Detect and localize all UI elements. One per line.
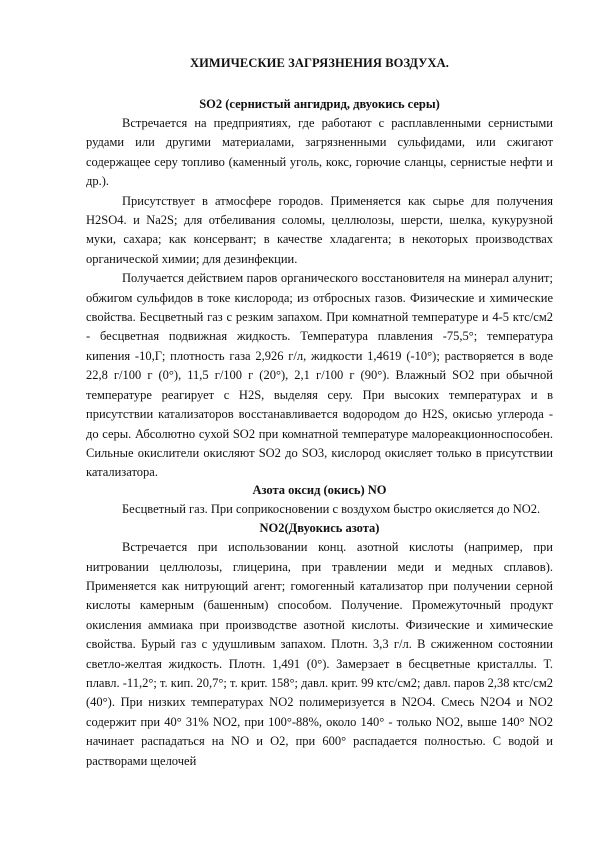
section-heading-so2: SO2 (сернистый ангидрид, двуокись серы) (199, 97, 440, 111)
section-heading-no2: NO2(Двуокись азота) (259, 521, 380, 536)
paragraph-so2-properties: Получается действием паров органического восстановителя на минерал алунит; обжигом сульфидов в токе кислорода; из отбросных газов. Физические и химические свойства. Бесцветный газ с резким запахом. При комнатной температуре и 4-5 ктс/см2 - бесцветная подвижная жидкость. Температура плавления -75,5°; температура кипения -10,Г; плотность газа 2,926 г/л, жидкости 1,4619 (-10°); растворяется в воде 22,8 г/100 г (0°), 11,5 г/100 г (20°), 2,1 г/100 г (90°). Влажный SO2 при обычной температуре реагирует с H2S, выделяя серу. При высоких температурах и в присутствии катализаторов восстанавливается водородом до H2S, окисью углерода - до серы. Абсолютно сухой SO2 при комнатной температуре малореакционноспособен. Сильные окислители окисляют SO2 до SO3, кислород окисляет только в присутствии катализатора. (86, 271, 553, 480)
paragraph-so2-usage: Присутствует в атмосфере городов. Применяется как сырье для получения H2SO4. и Na2S; для отбеливания соломы, целлюлозы, шерсти, шелка, кукурузной муки, сахара; как консервант; в качестве хладагента; в некоторых производствах органической химии; для дезинфекции. (86, 193, 553, 266)
paragraph-no-description: Бесцветный газ. При соприкосновении с воздухом быстро окисляется до NO2. (122, 501, 541, 516)
paragraph-no2-description: Встречается при использовании конц. азотной кислоты (например, при нитровании целлюлозы, глицерина, при травлении меди и медных сплавов). Применяется как нитрующий агент; гомогенный катализатор при получении серной кислоты камерным (башенным) способом. Получение. Промежуточный продукт окисления аммиака при производстве азотной кислоты. Физические и химические свойства. Бурый газ с удушливым запахом. Плотн. 3,3 г/л. В сжиженном состоянии светло-желтая жидкость. Плотн. 1,491 (0°). Замерзает в бесцветные кристаллы. Т. плавл. -11,2°; т. кип. 20,7°; т. крит. 158°; давл. крит. 99 ктс/см2; давл. паров 2,38 ктс/см2 (40°). При низких температурах NO2 полимеризуется в N2O4. Смесь N2O4 и NO2 содержит при 40° 31% NO2, при 100°-88%, около 140° - только NO2, выше 140° NO2 начинает распадаться на NO и O2, при 600° распадается полностью. С водой и растворами щелочей (86, 540, 553, 768)
paragraph-so2-occurrence: Встречается на предприятиях, где работают с расплавленными сернистыми рудами или другими материалами, загрязненными сульфидами, или сжигают содержащее серу топливо (каменный уголь, кокс, горючие сланцы, сернистые нефти и др.). (86, 116, 553, 189)
document-title: ХИМИЧЕСКИЕ ЗАГРЯЗНЕНИЯ ВОЗДУХА. (189, 56, 450, 70)
section-heading-no: Азота оксид (окись) NO (252, 482, 387, 497)
